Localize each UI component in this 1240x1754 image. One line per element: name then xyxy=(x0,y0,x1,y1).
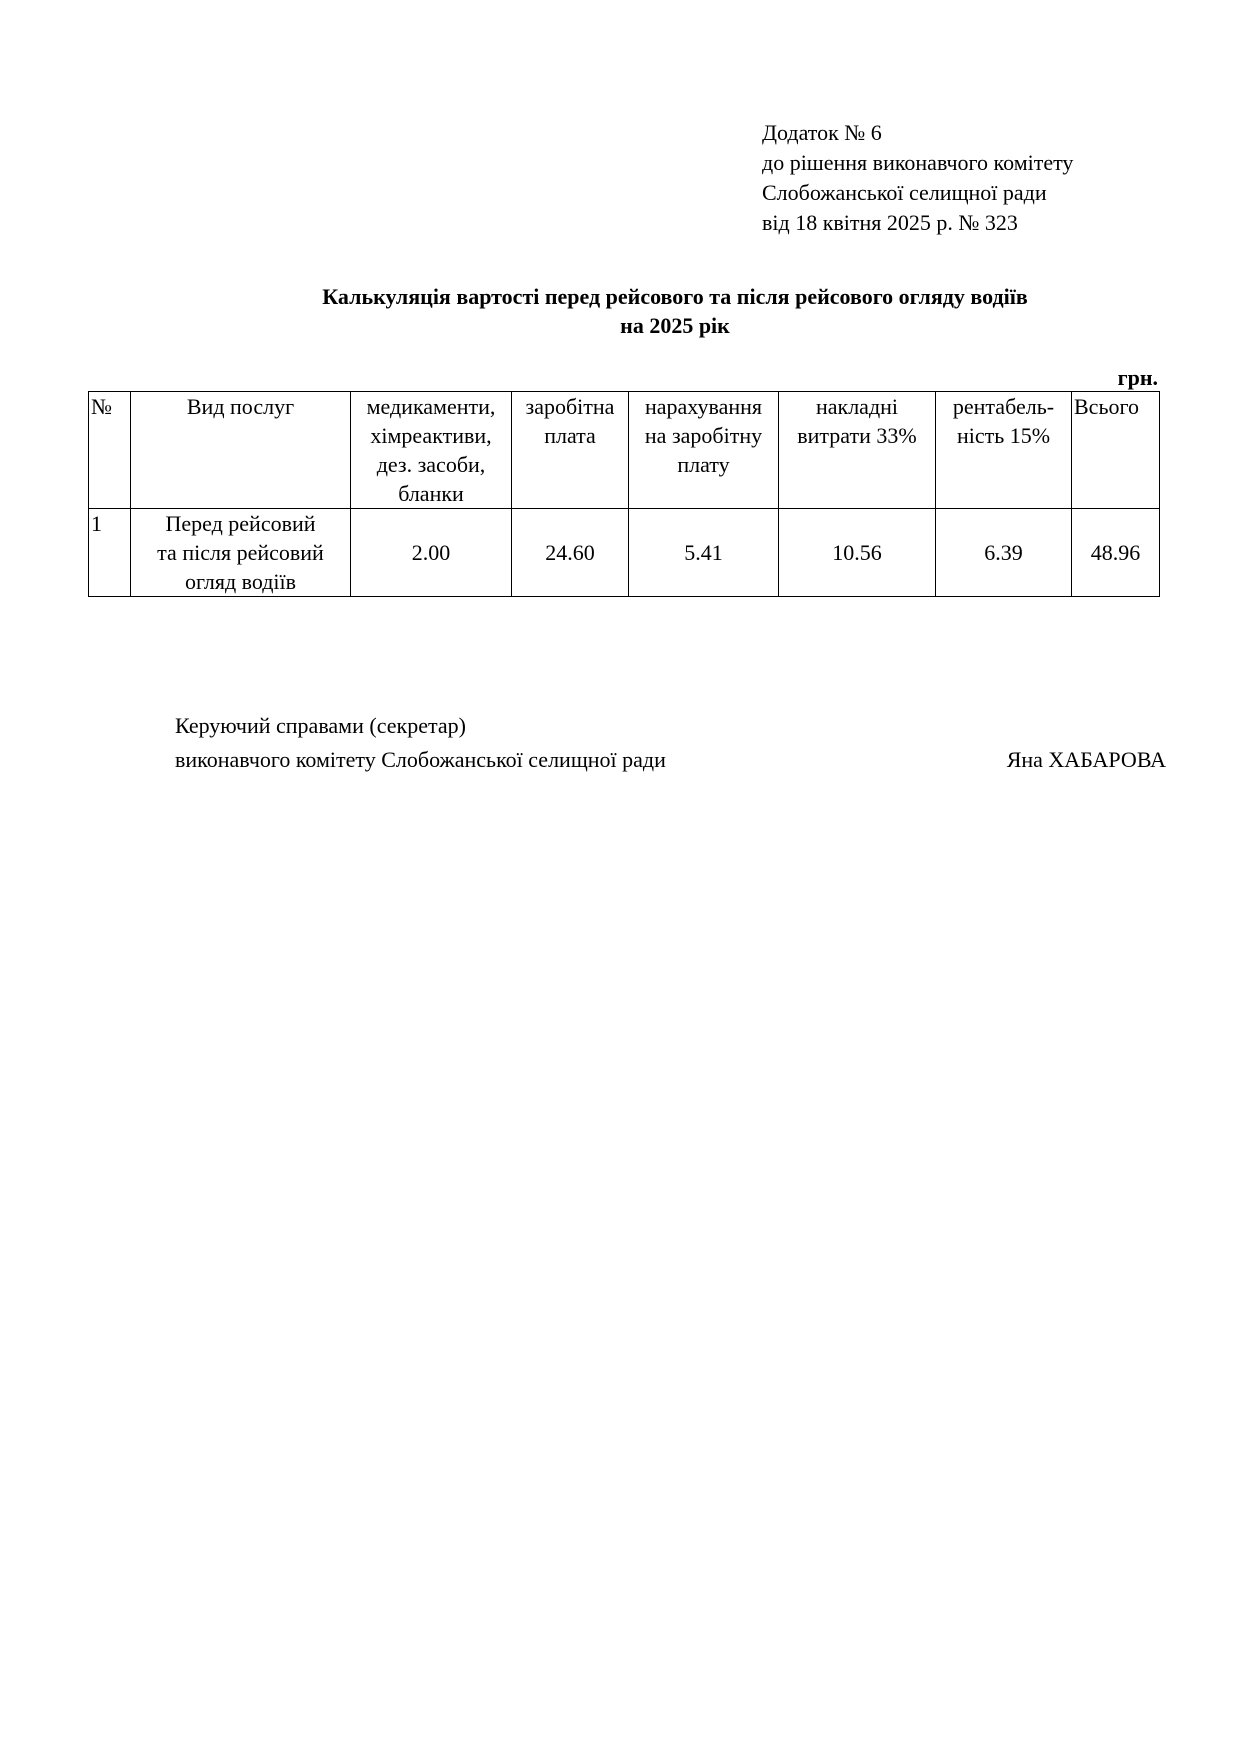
table-header-row xyxy=(89,392,1160,509)
cell-accruals: 5.41 xyxy=(629,509,779,597)
table-row xyxy=(89,509,1160,597)
cost-calculation-table xyxy=(88,391,1160,597)
cell-profitability: 6.39 xyxy=(936,509,1072,597)
cell-number: 1 xyxy=(89,509,131,597)
header-service: Вид послуг xyxy=(131,392,351,509)
header-number: № xyxy=(89,392,131,509)
appendix-decision: до рішення виконавчого комітету xyxy=(762,150,1074,175)
cell-medicines: 2.00 xyxy=(351,509,512,597)
signer-position-1: Керуючий справами (секретар) xyxy=(175,713,466,738)
currency-unit: грн. xyxy=(1117,365,1158,390)
header-overhead: накладні витрати 33% xyxy=(779,392,936,509)
appendix-block xyxy=(762,118,1073,238)
document-title xyxy=(0,282,1240,340)
cell-overhead: 10.56 xyxy=(779,509,936,597)
title-line-1: Калькуляція вартості перед рейсового та після рейсового огляду водіїв xyxy=(322,284,1028,309)
cell-salary: 24.60 xyxy=(512,509,629,597)
header-total: Всього xyxy=(1072,392,1160,509)
signer-position-2: виконавчого комітету Слобожанської селищної ради xyxy=(175,747,666,772)
header-salary: заробітна плата xyxy=(512,392,629,509)
title-line-2: на 2025 рік xyxy=(620,313,730,338)
cell-service: Перед рейсовий та після рейсовий огляд водіїв xyxy=(131,509,351,597)
appendix-date: від 18 квітня 2025 р. № 323 xyxy=(762,210,1018,235)
signer-name: Яна ХАБАРОВА xyxy=(1006,747,1166,772)
header-accruals: нарахування на заробітну плату xyxy=(629,392,779,509)
cell-total: 48.96 xyxy=(1072,509,1160,597)
appendix-number: Додаток № 6 xyxy=(762,120,882,145)
header-medicines: медикаменти, хімреактиви, дез. засоби, бланки xyxy=(351,392,512,509)
signature-block xyxy=(175,709,666,777)
header-profitability: рентабель- ність 15% xyxy=(936,392,1072,509)
appendix-council: Слобожанської селищної ради xyxy=(762,180,1047,205)
